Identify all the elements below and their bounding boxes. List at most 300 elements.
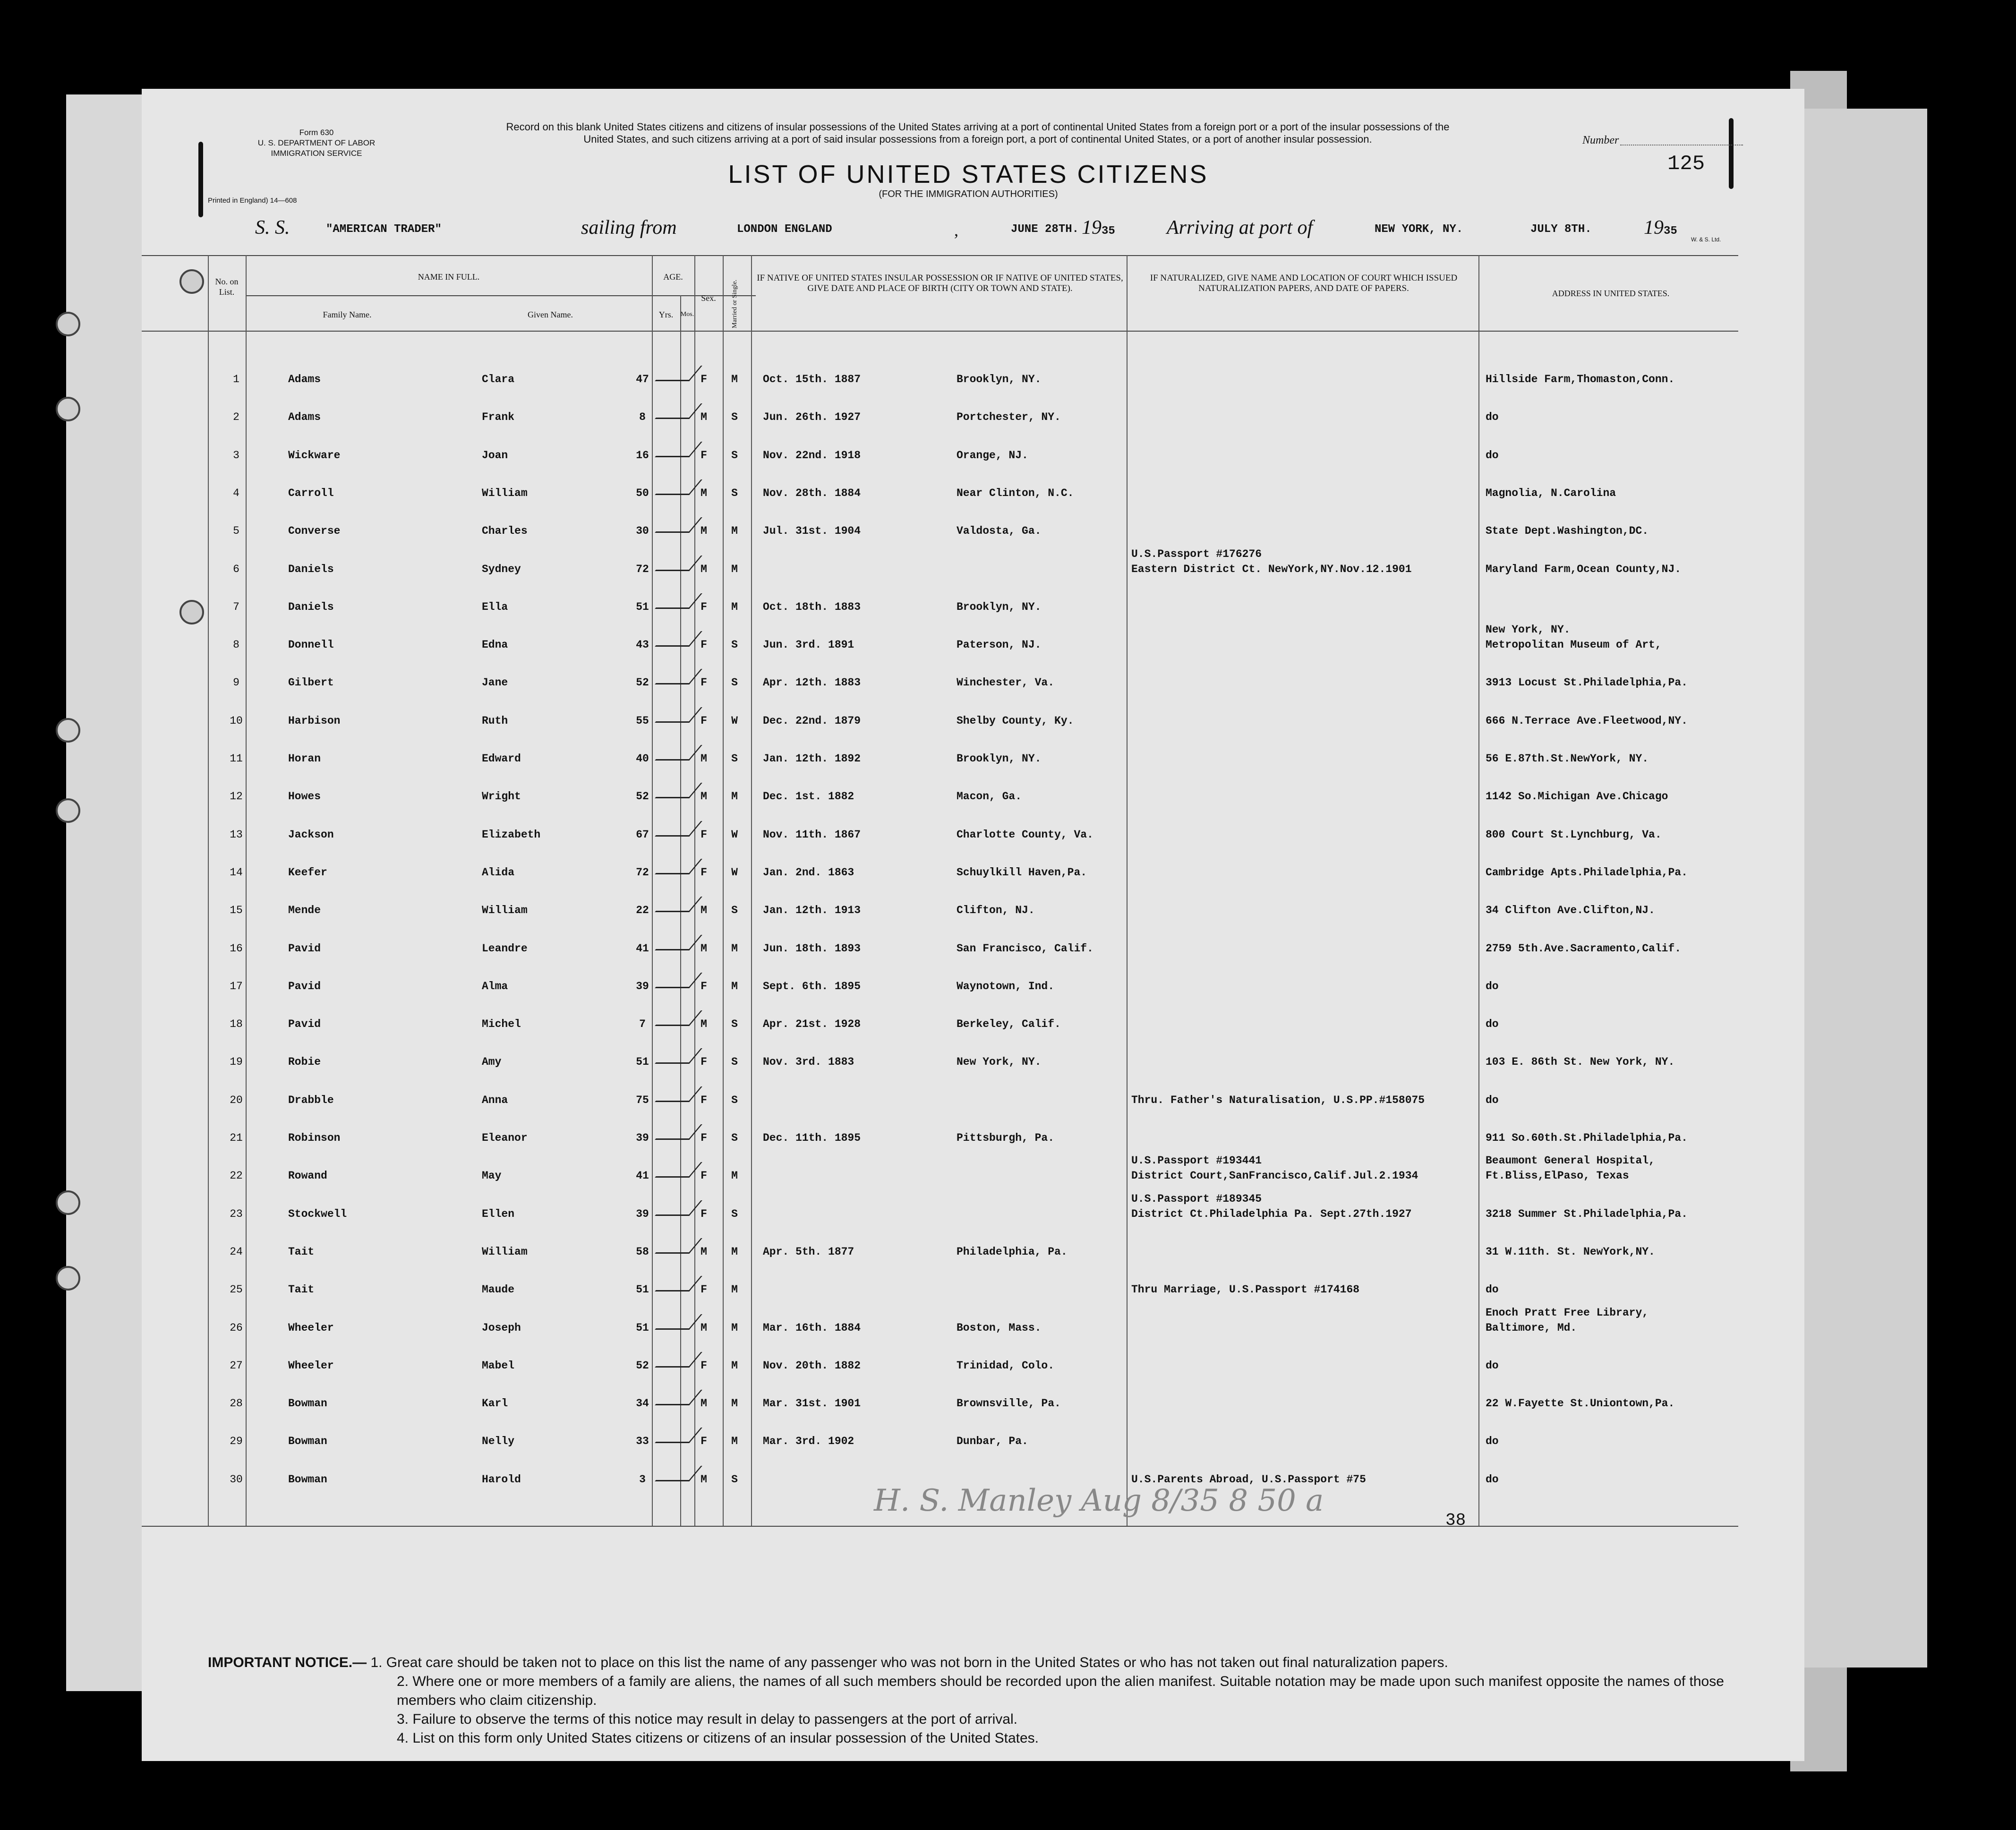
age-years: 3 — [639, 1473, 646, 1486]
given-name: Frank — [482, 411, 515, 424]
marital-status: S — [731, 904, 738, 917]
birth-date: Dec. 11th. 1895 — [763, 1132, 861, 1144]
marital-status: M — [731, 1397, 738, 1410]
birth-place: Portchester, NY. — [957, 411, 1061, 424]
passenger-count: 38 — [1445, 1511, 1466, 1530]
naturalization-line1: U.S.Passport #189345 — [1131, 1192, 1262, 1205]
table-row — [198, 676, 1776, 695]
family-name: Converse — [288, 525, 341, 538]
binder-hole-icon — [56, 312, 80, 336]
naturalization: District Court,SanFrancisco,Calif.Jul.2.1934 — [1131, 1170, 1418, 1182]
family-name: Harbison — [288, 714, 341, 727]
family-name: Adams — [288, 373, 321, 385]
table-row — [198, 790, 1776, 809]
family-name: Stockwell — [288, 1207, 347, 1220]
notice-lead: IMPORTANT NOTICE.— — [208, 1655, 367, 1670]
address: do — [1486, 980, 1499, 992]
birth-date: Nov. 22nd. 1918 — [763, 449, 861, 462]
birth-date: Jun. 26th. 1927 — [763, 411, 861, 424]
address: 3913 Locust St.Philadelphia,Pa. — [1486, 676, 1688, 689]
header-married: Married or Single. — [731, 279, 738, 328]
address: Metropolitan Museum of Art, — [1486, 639, 1662, 651]
row-number: 18 — [230, 1018, 243, 1031]
arrival-port: NEW YORK, NY. — [1375, 223, 1463, 236]
table-top-border — [142, 255, 1738, 256]
binder-hole-icon — [56, 798, 80, 823]
age-years: 39 — [636, 980, 649, 992]
record-instructions: Record on this blank United States citizens and citizens of insular possessions of the United States arriving at a port of continental United States from a foreign port or a port of the insular possessions of the United States, and such citizens arriving at a port of said insular possessions from a foreign port, a port of continental United States, or a port of another insular possession. — [506, 121, 1450, 145]
sex: M — [700, 411, 707, 424]
name-subheader-line — [246, 295, 756, 296]
ss-label: S. S. — [255, 217, 290, 239]
given-name: Michel — [482, 1018, 521, 1031]
address: 1142 So.Michigan Ave.Chicago — [1486, 790, 1668, 803]
row-number: 1 — [233, 373, 239, 385]
given-name: Mabel — [482, 1359, 515, 1372]
row-number: 21 — [230, 1132, 243, 1144]
form-header — [208, 128, 425, 159]
table-row — [198, 904, 1776, 923]
pencil-mark-icon — [1729, 118, 1734, 189]
given-name: Ella — [482, 600, 508, 613]
marital-status: M — [731, 790, 738, 803]
row-number: 4 — [233, 487, 239, 499]
sex: M — [700, 904, 707, 917]
address: 2759 5th.Ave.Sacramento,Calif. — [1486, 942, 1682, 955]
marital-status: M — [731, 563, 738, 575]
address: 103 E. 86th St. New York, NY. — [1486, 1056, 1675, 1069]
birth-date: Jun. 18th. 1893 — [763, 942, 861, 955]
marital-status: S — [731, 1207, 738, 1220]
birth-date: Nov. 11th. 1867 — [763, 828, 861, 841]
age-years: 22 — [636, 904, 649, 917]
birth-date: Jan. 2nd. 1863 — [763, 866, 854, 879]
age-years: 34 — [636, 1397, 649, 1410]
marital-status: W — [731, 866, 738, 879]
sailing-date: JUNE 28TH. — [1011, 223, 1079, 236]
table-row — [198, 942, 1776, 961]
marital-status: W — [731, 714, 738, 727]
marital-status: S — [731, 1132, 738, 1144]
sex: F — [700, 639, 707, 651]
age-years: 41 — [636, 942, 649, 955]
birth-date: Nov. 3rd. 1883 — [763, 1056, 854, 1069]
marital-status: M — [731, 525, 738, 538]
table-row — [198, 980, 1776, 999]
address: 666 N.Terrace Ave.Fleetwood,NY. — [1486, 714, 1688, 727]
address: do — [1486, 1018, 1499, 1031]
address: State Dept.Washington,DC. — [1486, 525, 1649, 538]
marital-status: M — [731, 1170, 738, 1182]
printer-mark: W. & S. Ltd. — [1691, 236, 1721, 243]
sex: F — [700, 1207, 707, 1220]
table-row — [198, 624, 1776, 658]
sex: F — [700, 600, 707, 613]
row-number: 29 — [230, 1435, 243, 1448]
number-value: 125 — [1667, 152, 1705, 176]
address: do — [1486, 411, 1499, 424]
table-row — [198, 525, 1776, 544]
header-address: ADDRESS IN UNITED STATES. — [1552, 289, 1670, 298]
row-number: 8 — [233, 639, 239, 651]
family-name: Bowman — [288, 1473, 327, 1486]
birth-date: Jan. 12th. 1913 — [763, 904, 861, 917]
address-line1: Enoch Pratt Free Library, — [1486, 1306, 1649, 1319]
sex: M — [700, 487, 707, 499]
table-row — [198, 1306, 1776, 1341]
age-years: 39 — [636, 1132, 649, 1144]
arriving-label: Arriving at port of — [1167, 217, 1313, 239]
sex: F — [700, 676, 707, 689]
table-row — [198, 411, 1776, 430]
marital-status: M — [731, 1321, 738, 1334]
age-years: 51 — [636, 1283, 649, 1296]
family-name: Howes — [288, 790, 321, 803]
birth-place: Macon, Ga. — [957, 790, 1022, 803]
number-label: Number — [1582, 134, 1619, 146]
birth-place: Philadelphia, Pa. — [957, 1245, 1068, 1258]
given-name: Alida — [482, 866, 515, 879]
marital-status: S — [731, 411, 738, 424]
marital-status: M — [731, 1283, 738, 1296]
year-prefix: 19 — [1082, 217, 1102, 239]
row-number: 19 — [230, 1056, 243, 1069]
sex: F — [700, 1056, 707, 1069]
notice-item-2: 2. Where one or more members of a family are aliens, the names of all such members should be recorded upon the alien manifest. Suitable notation may be made upon such manifest opposite the names of those members who claim citizenship. — [397, 1674, 1724, 1708]
sex: M — [700, 1321, 707, 1334]
birth-date: Apr. 5th. 1877 — [763, 1245, 854, 1258]
sex: M — [700, 1018, 707, 1031]
address: 22 W.Fayette St.Uniontown,Pa. — [1486, 1397, 1675, 1410]
birth-place: Valdosta, Ga. — [957, 525, 1042, 538]
department: U. S. DEPARTMENT OF LABOR — [257, 138, 376, 147]
address: Ft.Bliss,ElPaso, Texas — [1486, 1170, 1629, 1182]
birth-place: Boston, Mass. — [957, 1321, 1042, 1334]
sex: F — [700, 1283, 707, 1296]
year-value: 35 — [1664, 225, 1677, 238]
family-name: Wheeler — [288, 1321, 334, 1334]
address: do — [1486, 1473, 1499, 1486]
family-name: Keefer — [288, 866, 327, 879]
birth-place: Paterson, NJ. — [957, 639, 1042, 651]
age-years: 40 — [636, 753, 649, 765]
address: 31 W.11th. St. NewYork,NY. — [1486, 1245, 1655, 1258]
form-number: Form 630 — [299, 128, 334, 137]
family-name: Jackson — [288, 828, 334, 841]
age-years: 75 — [636, 1094, 649, 1106]
sex: F — [700, 373, 707, 385]
given-name: Edna — [482, 639, 508, 651]
birth-place: Brooklyn, NY. — [957, 600, 1042, 613]
row-number: 28 — [230, 1397, 243, 1410]
binder-hole-icon — [56, 718, 80, 743]
birth-date: Apr. 21st. 1928 — [763, 1018, 861, 1031]
age-years: 52 — [636, 676, 649, 689]
sex: F — [700, 449, 707, 462]
age-years: 16 — [636, 449, 649, 462]
sailing-year — [1082, 216, 1115, 239]
given-name: Maude — [482, 1283, 515, 1296]
family-name: Bowman — [288, 1397, 327, 1410]
table-row — [198, 1154, 1776, 1189]
sailing-label: sailing from — [581, 217, 677, 239]
row-number: 30 — [230, 1473, 243, 1486]
birth-place: Schuylkill Haven,Pa. — [957, 866, 1087, 879]
notice-item-3: 3. Failure to observe the terms of this notice may result in delay to passengers at the port of arrival. — [397, 1711, 1017, 1727]
birth-place: Brooklyn, NY. — [957, 753, 1042, 765]
table-row — [198, 1283, 1776, 1302]
right-page-edge — [1804, 109, 1927, 1668]
birth-date: Sept. 6th. 1895 — [763, 980, 861, 992]
family-name: Robie — [288, 1056, 321, 1069]
given-name: Alma — [482, 980, 508, 992]
age-years: 33 — [636, 1435, 649, 1448]
family-name: Wickware — [288, 449, 341, 462]
address: Cambridge Apts.Philadelphia,Pa. — [1486, 866, 1688, 879]
row-number: 25 — [230, 1283, 243, 1296]
birth-place: Orange, NJ. — [957, 449, 1028, 462]
given-name: Elizabeth — [482, 828, 541, 841]
sex: F — [700, 866, 707, 879]
family-name: Rowand — [288, 1170, 327, 1182]
arrival-year — [1644, 216, 1677, 239]
family-name: Donnell — [288, 639, 334, 651]
birth-date: Apr. 12th. 1883 — [763, 676, 861, 689]
family-name: Tait — [288, 1245, 315, 1258]
row-number: 5 — [233, 525, 239, 538]
birth-place: Charlotte County, Va. — [957, 828, 1093, 841]
table-row — [198, 547, 1776, 582]
row-number: 17 — [230, 980, 243, 992]
marital-status: M — [731, 1435, 738, 1448]
naturalization: Eastern District Ct. NewYork,NY.Nov.12.1901 — [1131, 563, 1412, 575]
row-number: 22 — [230, 1170, 243, 1182]
age-years: 58 — [636, 1245, 649, 1258]
row-number: 2 — [233, 411, 239, 424]
header-native: IF NATIVE OF UNITED STATES INSULAR POSSESSION OR IF NATIVE OF UNITED STATES, GIVE DATE AND PLACE OF BIRTH (CITY OR TOWN AND STATE). — [757, 273, 1123, 293]
page-title: LIST OF UNITED STATES CITIZENS — [728, 160, 1209, 188]
marital-status: S — [731, 1473, 738, 1486]
birth-place: Clifton, NJ. — [957, 904, 1035, 917]
ship-name: "AMERICAN TRADER" — [326, 223, 442, 236]
sex: M — [700, 563, 707, 575]
pencil-mark-icon — [198, 142, 203, 217]
given-name: Karl — [482, 1397, 508, 1410]
birth-date: Dec. 22nd. 1879 — [763, 714, 861, 727]
given-name: William — [482, 904, 528, 917]
sex: M — [700, 1397, 707, 1410]
family-name: Pavid — [288, 1018, 321, 1031]
naturalization: Thru Marriage, U.S.Passport #174168 — [1131, 1283, 1360, 1296]
given-name: Joan — [482, 449, 508, 462]
year-prefix: 19 — [1644, 217, 1664, 239]
sex: M — [700, 525, 707, 538]
row-number: 24 — [230, 1245, 243, 1258]
family-name: Carroll — [288, 487, 334, 499]
family-name: Robinson — [288, 1132, 341, 1144]
header-yrs: Yrs. — [658, 310, 674, 319]
sex: M — [700, 1245, 707, 1258]
family-name: Daniels — [288, 600, 334, 613]
address: 3218 Summer St.Philadelphia,Pa. — [1486, 1207, 1688, 1220]
header-age: AGE. — [663, 272, 683, 282]
row-number: 12 — [230, 790, 243, 803]
given-name: Sydney — [482, 563, 521, 575]
family-name: Wheeler — [288, 1359, 334, 1372]
naturalization-line1: U.S.Passport #176276 — [1131, 547, 1262, 560]
marital-status: M — [731, 1245, 738, 1258]
birth-place: Brooklyn, NY. — [957, 373, 1042, 385]
notice-item-1: 1. Great care should be taken not to place on this list the name of any passenger who was not born in the United States or who has not taken out final naturalization papers. — [370, 1655, 1448, 1670]
family-name: Tait — [288, 1283, 315, 1296]
row-number: 11 — [230, 753, 243, 765]
table-row — [198, 753, 1776, 771]
inspector-signature: H. S. Manley Aug 8/35 8 50 a — [874, 1483, 1324, 1518]
age-years: 30 — [636, 525, 649, 538]
row-number: 9 — [233, 676, 239, 689]
table-row — [198, 866, 1776, 885]
birth-place: Brownsville, Pa. — [957, 1397, 1061, 1410]
marital-status: M — [731, 600, 738, 613]
age-years: 41 — [636, 1170, 649, 1182]
family-name: Bowman — [288, 1435, 327, 1448]
binder-hole-icon — [56, 1266, 80, 1291]
family-name: Daniels — [288, 563, 334, 575]
given-name: Eleanor — [482, 1132, 528, 1144]
birth-date: Nov. 20th. 1882 — [763, 1359, 861, 1372]
sex: F — [700, 714, 707, 727]
birth-place: Shelby County, Ky. — [957, 714, 1074, 727]
table-row — [198, 1018, 1776, 1037]
sex: F — [700, 1359, 707, 1372]
given-name: Ruth — [482, 714, 508, 727]
header-given-name: Given Name. — [528, 310, 573, 319]
family-name: Horan — [288, 753, 321, 765]
sex: F — [700, 1170, 707, 1182]
marital-status: M — [731, 1359, 738, 1372]
given-name: Amy — [482, 1056, 502, 1069]
table-row — [198, 1132, 1776, 1151]
arrival-date: JULY 8TH. — [1530, 223, 1592, 236]
age-years: 51 — [636, 600, 649, 613]
birth-place: Pittsburgh, Pa. — [957, 1132, 1055, 1144]
given-name: Charles — [482, 525, 528, 538]
birth-place: Waynotown, Ind. — [957, 980, 1055, 992]
important-notice — [208, 1653, 1785, 1748]
sex: M — [700, 790, 707, 803]
marital-status: S — [731, 676, 738, 689]
binder-hole-icon — [56, 1190, 80, 1215]
address-line1: New York, NY. — [1486, 624, 1571, 636]
given-name: Joseph — [482, 1321, 521, 1334]
naturalization: Thru. Father's Naturalisation, U.S.PP.#158075 — [1131, 1094, 1425, 1106]
birth-place: New York, NY. — [957, 1056, 1042, 1069]
birth-date: Mar. 3rd. 1902 — [763, 1435, 854, 1448]
given-name: Jane — [482, 676, 508, 689]
birth-date: Jan. 12th. 1892 — [763, 753, 861, 765]
marital-status: S — [731, 449, 738, 462]
sex: M — [700, 753, 707, 765]
age-years: 7 — [639, 1018, 646, 1031]
age-years: 8 — [639, 411, 646, 424]
row-number: 23 — [230, 1207, 243, 1220]
sex: F — [700, 828, 707, 841]
row-number: 10 — [230, 714, 243, 727]
birth-place: San Francisco, Calif. — [957, 942, 1093, 955]
age-years: 52 — [636, 790, 649, 803]
given-name: Ellen — [482, 1207, 515, 1220]
marital-status: M — [731, 980, 738, 992]
marital-status: S — [731, 639, 738, 651]
sex: M — [700, 1473, 707, 1486]
address: 800 Court St.Lynchburg, Va. — [1486, 828, 1662, 841]
table-bottom-border — [142, 1526, 1738, 1527]
given-name: Anna — [482, 1094, 508, 1106]
naturalization-line1: U.S.Passport #193441 — [1131, 1154, 1262, 1167]
table-row — [198, 449, 1776, 468]
marital-status: M — [731, 373, 738, 385]
age-years: 52 — [636, 1359, 649, 1372]
age-years: 55 — [636, 714, 649, 727]
birth-place: Near Clinton, N.C. — [957, 487, 1074, 499]
birth-date: Mar. 31st. 1901 — [763, 1397, 861, 1410]
row-number: 14 — [230, 866, 243, 879]
marital-status: S — [731, 1018, 738, 1031]
birth-date: Oct. 18th. 1883 — [763, 600, 861, 613]
marital-status: S — [731, 1056, 738, 1069]
marital-status: W — [731, 828, 738, 841]
family-name: Gilbert — [288, 676, 334, 689]
age-years: 72 — [636, 563, 649, 575]
address: Maryland Farm,Ocean County,NJ. — [1486, 563, 1682, 575]
marital-status: S — [731, 1094, 738, 1106]
table-row — [198, 1435, 1776, 1454]
address: do — [1486, 1094, 1499, 1106]
table-row — [198, 1397, 1776, 1416]
age-years: 51 — [636, 1056, 649, 1069]
age-years: 43 — [636, 639, 649, 651]
address: Hillside Farm,Thomaston,Conn. — [1486, 373, 1675, 385]
row-number: 26 — [230, 1321, 243, 1334]
header-family-name: Family Name. — [323, 310, 372, 319]
given-name: Nelly — [482, 1435, 515, 1448]
sex: F — [700, 980, 707, 992]
sex: F — [700, 1132, 707, 1144]
binder-hole-icon — [179, 269, 204, 294]
row-number: 27 — [230, 1359, 243, 1372]
binder-hole-icon — [56, 397, 80, 421]
table-row — [198, 487, 1776, 506]
family-name: Adams — [288, 411, 321, 424]
address: 56 E.87th.St.NewYork, NY. — [1486, 753, 1649, 765]
row-number: 6 — [233, 563, 239, 575]
address: Magnolia, N.Carolina — [1486, 487, 1616, 499]
header-name-in-full: NAME IN FULL. — [418, 272, 480, 282]
table-row — [198, 715, 1776, 734]
birth-place: Trinidad, Colo. — [957, 1359, 1055, 1372]
departure-port: LONDON ENGLAND — [737, 223, 832, 236]
family-name: Mende — [288, 904, 321, 917]
marital-status: S — [731, 487, 738, 499]
header-naturalized: IF NATURALIZED, GIVE NAME AND LOCATION OF COURT WHICH ISSUED NATURALIZATION PAPERS, AND DATE OF PAPERS. — [1150, 273, 1458, 293]
address-line1: Beaumont General Hospital, — [1486, 1154, 1655, 1167]
table-row — [198, 1056, 1776, 1075]
header-mos: Mos. — [680, 311, 694, 318]
year-value: 35 — [1102, 225, 1115, 238]
row-number: 15 — [230, 904, 243, 917]
given-name: William — [482, 1245, 528, 1258]
table-row — [198, 1360, 1776, 1378]
